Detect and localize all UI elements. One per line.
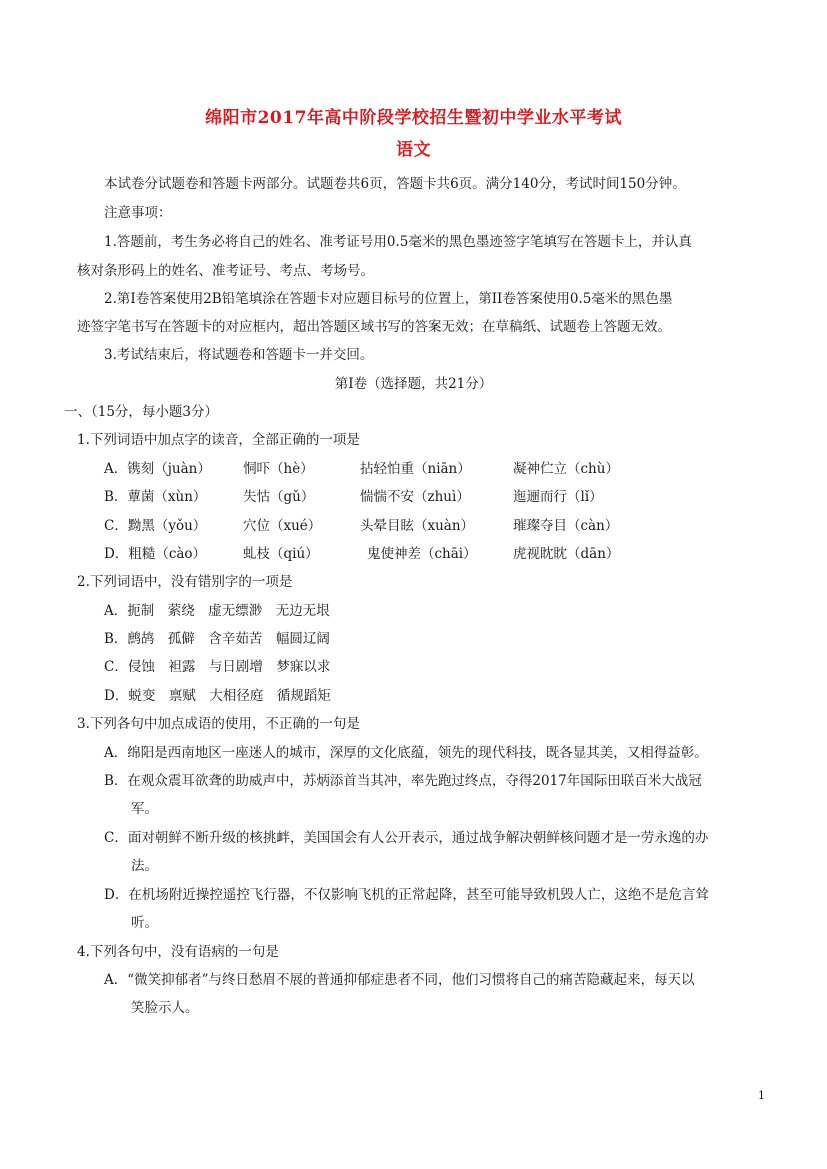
subject-title: 语文	[396, 140, 431, 160]
exam-description: 本试卷分试题卷和答题卡两部分。试题卷共6页，答题卡共6页。满分140分，考试时间150分钟。	[104, 176, 686, 192]
q4-option-a-line-2: 笑脸示人。	[131, 1000, 199, 1016]
section-1-title: 第I卷（选择题，共21分）	[334, 376, 493, 392]
q3-option-c-line-2: 法。	[131, 858, 158, 874]
q1-option-d-3: 鬼使神差（chāi）	[367, 546, 477, 562]
q2-option-b: B．鹧鸪 孤僻 含辛茹苦 幅圆辽阔	[104, 631, 330, 647]
notice-2-line-1: 2.第I卷答案使用2B铅笔填涂在答题卡对应题目标号的位置上，第II卷答案使用0.5毫米的黑色墨	[104, 291, 673, 307]
notice-2-line-2: 迹签字笔书写在答题卡的对应框内，超出答题区域书写的答案无效；在草稿纸、试题卷上答题无效。	[77, 319, 671, 335]
q1-option-c-1: C．黝黑（yǒu）	[104, 518, 207, 534]
q1-option-d-2: 虬枝（qiú）	[243, 546, 319, 562]
q3-option-d-line-2: 听。	[131, 915, 158, 931]
q1-option-b-4: 迤逦而行（lǐ）	[513, 489, 603, 505]
q1-option-b-1: B．蕈菌（xùn）	[104, 489, 207, 505]
exam-title: 绵阳市2017年高中阶段学校招生暨初中学业水平考试	[205, 108, 622, 128]
q1-option-a-3: 拈轻怕重（niān）	[360, 461, 471, 477]
q1-option-a-2: 恫吓（hè）	[243, 461, 314, 477]
q1-option-a-1: A．镌刻（juàn）	[104, 461, 211, 477]
q3-option-a: A．绵阳是西南地区一座迷人的城市，深厚的文化底蕴，领先的现代科技，既各显其美，又相得益彰。	[104, 745, 708, 761]
q4-option-a-line-1: A．“微笑抑郁者”与终日愁眉不展的普通抑郁症患者不同，他们习惯将自己的痛苦隐藏起来，每天以	[104, 972, 695, 988]
q2-option-d: D．蜕变 禀赋 大相径庭 循规蹈矩	[104, 688, 331, 704]
q1-option-d-1: D．粗糙（cào）	[104, 546, 207, 562]
q1-option-a-4: 凝神伫立（chù）	[513, 461, 619, 477]
q1-option-d-4: 虎视眈眈（dān）	[513, 546, 620, 562]
notice-1-line-2: 核对条形码上的姓名、准考证号、考点、考场号。	[77, 263, 374, 279]
q3-stem: 3.下列各句中加点成语的使用，不正确的一句是	[77, 716, 360, 732]
q2-stem: 2.下列词语中，没有错别字的一项是	[77, 574, 293, 590]
q2-option-c: C．侵蚀 袒露 与日剧增 梦寐以求	[104, 659, 331, 675]
q3-option-b-line-2: 军。	[131, 801, 158, 817]
q1-option-c-2: 穴位（xué）	[243, 518, 322, 534]
q1-option-c-4: 璀璨夺目（càn）	[513, 518, 619, 534]
q3-option-c-line-1: C．面对朝鲜不断升级的核挑衅，美国国会有人公开表示，通过战争解决朝鲜核问题才是一劳永逸的办	[104, 830, 709, 846]
part-1-heading: 一、（15分，每小题3分）	[64, 404, 219, 420]
page-number: 1	[758, 1089, 765, 1102]
q1-option-b-2: 失怙（gǔ）	[243, 489, 315, 505]
q1-stem: 1.下列词语中加点字的读音，全部正确的一项是	[77, 432, 360, 448]
q1-option-c-3: 头晕目眩（xuàn）	[360, 518, 475, 534]
notice-title: 注意事项：	[104, 205, 172, 221]
notice-3: 3.考试结束后，将试题卷和答题卡一并交回。	[104, 347, 374, 363]
q3-option-d-line-1: D．在机场附近操控遥控飞行器，不仅影响飞机的正常起降，甚至可能导致机毁人亡，这绝不是危言耸	[104, 887, 709, 903]
q1-option-b-3: 惴惴不安（zhuì）	[360, 489, 470, 505]
q3-option-b-line-1: B．在观众震耳欲聋的助威声中，苏炳添首当其冲，率先跑过终点，夺得2017年国际田联百米大战冠	[104, 773, 702, 789]
q2-option-a: A．扼制 萦绕 虚无缥渺 无边无垠	[104, 603, 330, 619]
notice-1-line-1: 1.答题前，考生务必将自己的姓名、准考证号用0.5毫米的黑色墨迹签字笔填写在答题卡上，并认真	[104, 234, 692, 250]
q4-stem: 4.下列各句中，没有语病的一句是	[77, 944, 279, 960]
